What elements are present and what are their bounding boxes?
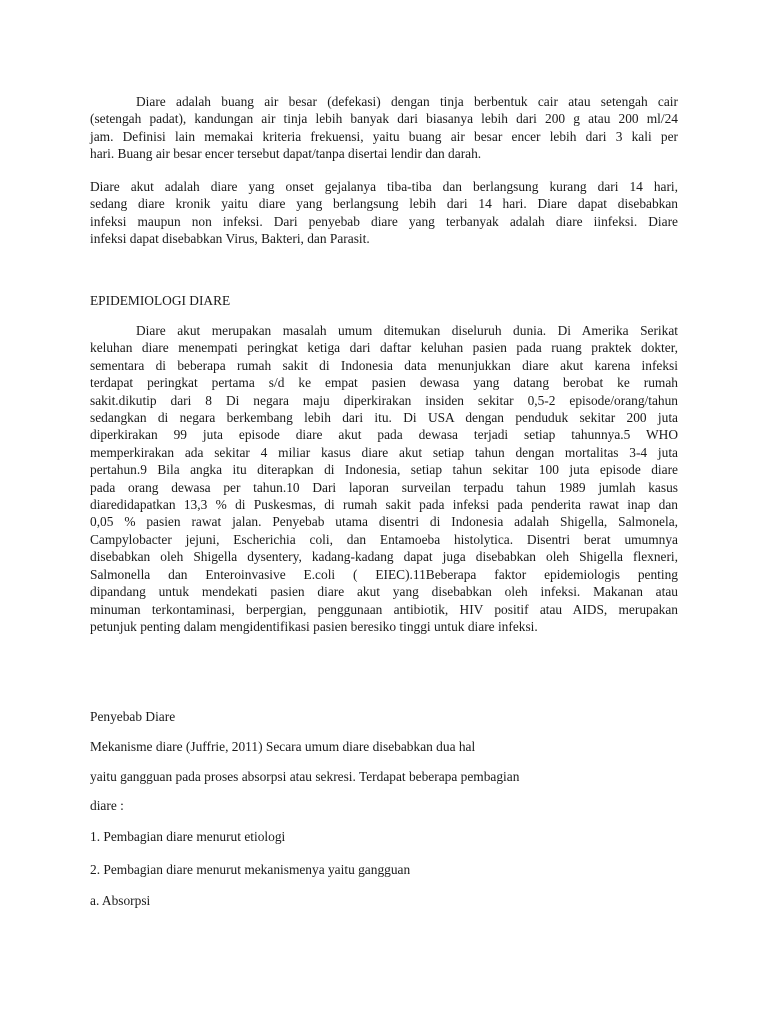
paragraph-definisi-diare <box>90 93 678 163</box>
text-line: 0,05 % pasien rawat jalan. Penyebab utama disentri di Indonesia adalah Shigella, Salmonela, <box>90 514 678 530</box>
list-item-absorpsi: a. Absorpsi <box>90 893 151 908</box>
text-line: Campylobacter jejuni, Escherichia coli, dan Entamoeba histolytica. Disentri berat umumnya <box>90 531 678 547</box>
text-line: sedangkan di negara berkembang lebih dari itu. Di USA dengan penduduk sekitar 200 juta <box>90 410 678 426</box>
text-line: Salmonella dan Enteroinvasive E.coli ( EIEC).11Beberapa faktor epidemiologis penting <box>90 566 678 582</box>
heading-penyebab-diare: Penyebab Diare <box>90 709 176 724</box>
list-item-mekanisme: 2. Pembagian diare menurut mekanismenya yaitu gangguan <box>90 862 411 877</box>
text-line: Diare adalah buang air besar (defekasi) dengan tinja berbentuk cair atau setengah cair <box>136 94 678 109</box>
paragraph-diare-akut-kronik <box>90 178 678 248</box>
text-line: sementara di beberapa rumah sakit di Indonesia data menunjukkan diare akut karena infeksi <box>90 357 678 373</box>
text-line: disebabkan oleh Shigella dysentery, kadang-kadang dapat juga disebabkan oleh Shigella flexneri, <box>90 549 678 565</box>
text-line: (setengah padat), kandungan air tinja lebih banyak dari biasanya lebih dari 200 g atau 200 ml/24 <box>90 111 678 127</box>
text-line: sakit.dikutip dari 8 Di negara maju diperkirakan insiden sekitar 0,5-2 episode/orang/tahun <box>90 392 678 408</box>
text-line: hari. Buang air besar encer tersebut dapat/tanpa disertai lendir dan darah. <box>90 146 482 162</box>
text-line: infeksi dapat disebabkan Virus, Bakteri, dan Parasit. <box>90 231 370 247</box>
text-line: Diare akut adalah diare yang onset gejalanya tiba-tiba dan berlangsung kurang dari 14 hari, <box>90 179 678 194</box>
heading-epidemiologi: EPIDEMIOLOGI DIARE <box>90 293 231 308</box>
text-line: terdapat peringkat pertama s/d ke empat pasien dewasa yang datang berobat ke rumah <box>90 375 678 391</box>
list-item-etiologi: 1. Pembagian diare menurut etiologi <box>90 829 286 844</box>
text-line: jam. Definisi lain memakai kriteria frekuensi, yaitu buang air besar encer lebih dari 3 kali per <box>90 128 678 144</box>
text-line: sedang diare kronik yaitu diare yang berlangsung lebih dari 14 hari. Diare dapat disebabkan <box>90 196 678 212</box>
text-line: pertahun.9 Bila angka itu diterapkan di Indonesia, setiap tahun sekitar 100 juta episode diare <box>90 462 678 478</box>
text-line: memperkirakan ada sekitar 4 miliar kasus diare akut setiap tahun dengan mortalitas 3-4 juta <box>90 444 678 460</box>
text-line: Diare akut merupakan masalah umum ditemukan diseluruh dunia. Di Amerika Serikat <box>136 323 678 338</box>
text-mekanisme-line-2: yaitu gangguan pada proses absorpsi atau sekresi. Terdapat beberapa pembagian <box>90 769 520 784</box>
text-line: petunjuk penting dalam mengidentifikasi pasien beresiko tinggi untuk diare infeksi. <box>90 618 538 634</box>
text-line: diaredidapatkan 13,3 % di Puskesmas, di rumah sakit pada infeksi pada penderita rawat inap dan <box>90 497 678 513</box>
text-line: keluhan diare menempati peringkat ketiga dari daftar keluhan pasien pada ruang praktek dokter, <box>90 340 678 356</box>
text-line: diperkirakan 99 juta episode diare akut pada dewasa terjadi setiap tahunnya.5 WHO <box>90 427 678 443</box>
text-line: dipandang untuk mendekati pasien diare akut yang disebabkan oleh infeksi. Makanan atau <box>90 584 678 600</box>
paragraph-epidemiologi <box>90 322 678 635</box>
text-line: minuman terkontaminasi, berpergian, penggunaan antibiotik, HIV positif atau AIDS, merupakan <box>90 601 678 617</box>
text-mekanisme-line-3: diare : <box>90 798 124 813</box>
text-mekanisme-line-1: Mekanisme diare (Juffrie, 2011) Secara umum diare disebabkan dua hal <box>90 739 476 754</box>
text-line: infeksi maupun non infeksi. Dari penyebab diare yang terbanyak adalah diare iinfeksi. Diare <box>90 213 678 229</box>
text-line: pada orang dewasa per tahun.10 Dari laporan surveilan terpadu tahun 1989 jumlah kasus <box>90 479 678 495</box>
